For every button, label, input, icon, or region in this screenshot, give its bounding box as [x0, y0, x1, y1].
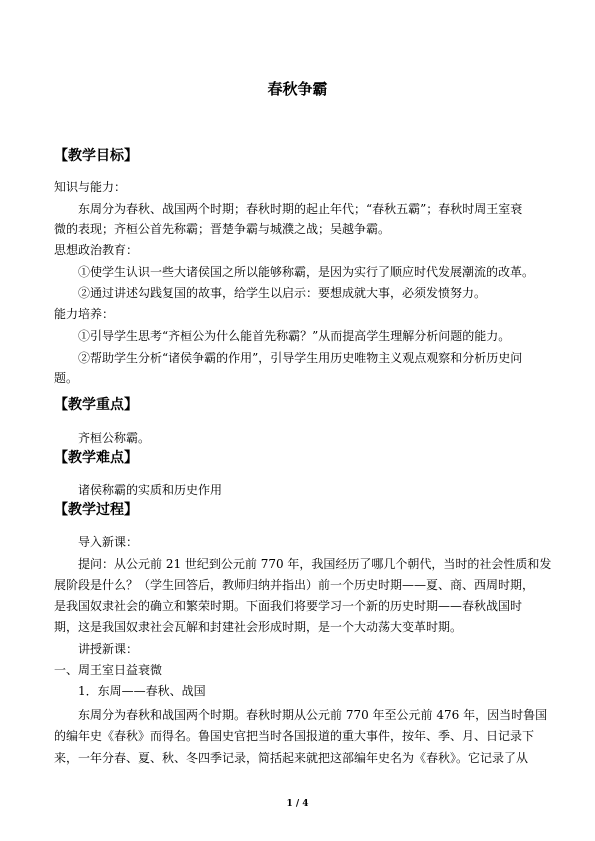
- heading-key-points: 【教学重点】: [54, 397, 138, 413]
- knowledge-line-2: 微的表现；齐桓公首先称霸；晋楚争霸与城濮之战；吴越争霸。: [54, 222, 391, 236]
- ability-item-2-line-1: ②帮助学生分析“诸侯争霸的作用”，引导学生用历史唯物主义观点观察和分析历史问: [78, 351, 523, 365]
- paragraph-line-3: 来，一年分春、夏、秋、冬四季记录，简括起来就把这部编年史名为《春秋》。它记录了从: [54, 751, 529, 765]
- ability-item-1: ①引导学生思考“齐桓公为什么能首先称霸？”从而提高学生理解分析问题的能力。: [78, 329, 511, 343]
- heading-difficulties: 【教学难点】: [54, 450, 138, 466]
- intro-line-1: 提问：从公元前 21 世纪到公元前 770 年，我国经历了哪几个朝代，当时的社会性质和发: [78, 557, 552, 571]
- ability-label: 能力培养：: [54, 307, 115, 321]
- lesson-label: 讲授新课：: [78, 642, 139, 656]
- intro-line-2: 展阶段是什么？（学生回答后，教师归纳并指出）前一个历史时期——夏、商、西周时期，: [54, 578, 535, 592]
- section-1-title: 一、周王室日益衰微: [54, 663, 163, 677]
- paragraph-line-2: 的编年史《春秋》而得名。鲁国史官把当时各国报道的重大事件，按年、季、月、日记录下: [54, 729, 535, 743]
- subsection-1-title: 1．东周——春秋、战国: [78, 684, 206, 698]
- ability-item-2-line-2: 题。: [54, 371, 79, 385]
- intro-line-3: 是我国奴隶社会的确立和繁荣时期。下面我们将要学习一个新的历史时期——春秋战国时: [54, 599, 523, 613]
- knowledge-line-1: 东周分为春秋、战国两个时期；春秋时期的起止年代；“春秋五霸”；春秋时周王室衰: [78, 202, 523, 216]
- page-number: 1 / 4: [286, 799, 309, 809]
- paragraph-line-1: 东周分为春秋和战国两个时期。春秋时期从公元前 770 年至公元前 476 年，因当时鲁国: [78, 708, 548, 722]
- difficulty-text: 诸侯称霸的实质和历史作用: [78, 483, 223, 497]
- heading-objectives: 【教学目标】: [54, 148, 138, 164]
- heading-process: 【教学过程】: [54, 502, 138, 518]
- ideology-label: 思想政治教育：: [54, 243, 139, 257]
- ideology-item-2: ②通过讲述勾践复国的故事，给学生以启示：要想成就大事，必须发愤努力。: [78, 286, 487, 300]
- intro-line-4: 期，这是我国奴隶社会瓦解和封建社会形成时期，是一个大动荡大变革时期。: [54, 620, 463, 634]
- page-title: 春秋争霸: [267, 80, 328, 98]
- key-point-text: 齐桓公称霸。: [78, 431, 151, 445]
- knowledge-label: 知识与能力：: [54, 180, 127, 194]
- ideology-item-1: ①使学生认识一些大诸侯国之所以能够称霸，是因为实行了顺应时代发展潮流的改革。: [78, 265, 535, 279]
- intro-label: 导入新课：: [78, 535, 139, 549]
